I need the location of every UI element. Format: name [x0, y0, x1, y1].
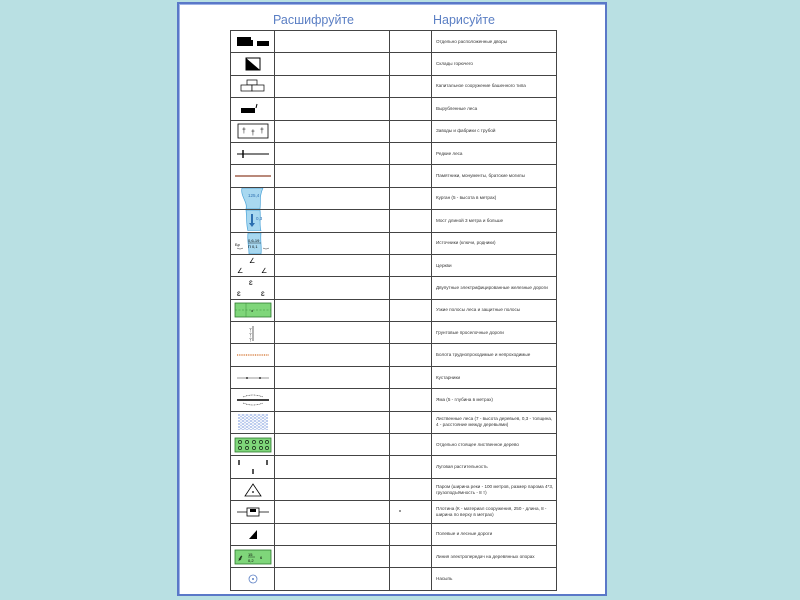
grass-marks-icon: [231, 255, 274, 276]
description-cell: Отдельно расположенные дворы: [432, 31, 557, 53]
symbol-cell: [231, 187, 275, 209]
river-ford-icon: [231, 233, 274, 254]
svg-text:⸙: ⸙: [236, 552, 244, 563]
description-cell: Луговая растительность: [432, 456, 557, 478]
tower-building-icon: [231, 78, 274, 94]
draw-answer-cell[interactable]: [390, 277, 432, 299]
bars-icon: [231, 457, 274, 478]
svg-text:15: 15: [247, 551, 252, 557]
river-label: 125,4: [247, 192, 259, 198]
embankment-icon: [231, 392, 274, 408]
description-cell: Полевые и лесные дороги: [432, 523, 557, 545]
river-arrow-icon: [231, 210, 274, 231]
symbol-cell: [231, 98, 275, 120]
description-cell: Узкие полосы леса и защитные полосы: [432, 299, 557, 321]
draw-answer-cell[interactable]: [390, 142, 432, 164]
draw-answer-cell[interactable]: [390, 232, 432, 254]
table-row: [231, 210, 557, 232]
symbol-cell: [231, 120, 275, 142]
decode-answer-cell[interactable]: [275, 210, 390, 232]
draw-answer-cell[interactable]: [390, 434, 432, 456]
header-draw: Нарисуйте: [433, 13, 495, 27]
symbol-cell: [231, 165, 275, 187]
table-row: [231, 120, 557, 142]
decode-answer-cell[interactable]: [275, 53, 390, 75]
garden-icon: [231, 436, 274, 454]
draw-answer-cell[interactable]: [390, 31, 432, 53]
description-cell: Редкие леса: [432, 142, 557, 164]
decode-answer-cell[interactable]: [275, 232, 390, 254]
draw-answer-cell[interactable]: [390, 98, 432, 120]
svg-text:П 0,1: П 0,1: [247, 243, 258, 249]
decode-answer-cell[interactable]: [275, 411, 390, 433]
table-row: [231, 31, 557, 53]
decode-answer-cell[interactable]: [275, 344, 390, 366]
description-cell: Мост длиной 3 метра и больше: [432, 210, 557, 232]
detached-yards-icon: [231, 34, 274, 50]
decode-answer-cell[interactable]: [275, 523, 390, 545]
svg-text:∠: ∠: [260, 268, 267, 276]
description-cell: Паром (ширина реки - 100 метров, размер парома 4*3, грузоподъёмность - 8 т): [432, 478, 557, 500]
draw-answer-cell[interactable]: [390, 344, 432, 366]
decode-answer-cell[interactable]: [275, 299, 390, 321]
symbol-cell: [231, 478, 275, 500]
description-cell: Отдельно стоящее лиственное дерево: [432, 434, 557, 456]
draw-answer-cell[interactable]: [390, 299, 432, 321]
description-cell: Болота труднопроходимые и непроходимые: [432, 344, 557, 366]
symbol-cell: [231, 75, 275, 97]
svg-text:∠: ∠: [236, 268, 243, 276]
sparse-forest-icon: [231, 148, 274, 160]
symbol-cell: [231, 568, 275, 590]
symbol-cell: [231, 277, 275, 299]
table-row: [231, 75, 557, 97]
table-row: [231, 165, 557, 187]
draw-answer-cell[interactable]: [390, 389, 432, 411]
table-row: [231, 277, 557, 299]
symbol-cell: [231, 456, 275, 478]
table-row: [231, 98, 557, 120]
decode-answer-cell[interactable]: [275, 165, 390, 187]
description-cell: Плотина (К - материал сооружения, 250 - длина, 8 - ширина по верху в метрах): [432, 501, 557, 523]
symbol-cell: [231, 523, 275, 545]
decode-answer-cell[interactable]: [275, 277, 390, 299]
table-row: [231, 254, 557, 276]
svg-text:†: †: [241, 128, 246, 136]
decode-answer-cell[interactable]: [275, 254, 390, 276]
svg-text:0,6-19: 0,6-19: [247, 237, 259, 243]
symbol-cell: [231, 322, 275, 344]
description-cell: Кустарники: [432, 366, 557, 388]
description-cell: Источники (ключи, родники): [432, 232, 557, 254]
decode-answer-cell[interactable]: [275, 501, 390, 523]
draw-answer-cell[interactable]: [390, 568, 432, 590]
svg-text:ɛ: ɛ: [236, 289, 241, 299]
draw-answer-cell[interactable]: [390, 165, 432, 187]
symbol-cell: [231, 299, 275, 321]
well-icon: [231, 573, 274, 585]
decode-answer-cell[interactable]: [275, 98, 390, 120]
description-cell: Лиственные леса (7 - высота деревьев, 0,3 - толщина, 4 - расстояние между деревьями): [432, 411, 557, 433]
svg-text:0,3: 0,3: [255, 216, 262, 222]
draw-answer-cell[interactable]: [390, 53, 432, 75]
burnt-area-icon: [231, 56, 274, 72]
symbol-cell: [231, 389, 275, 411]
decode-answer-cell[interactable]: [275, 389, 390, 411]
dam-icon: [231, 506, 274, 518]
svg-text:ɛ: ɛ: [248, 278, 253, 288]
decode-answer-cell[interactable]: [275, 322, 390, 344]
table-row: [231, 545, 557, 567]
symbol-cell: [231, 501, 275, 523]
table-row: [231, 232, 557, 254]
decode-answer-cell[interactable]: [275, 434, 390, 456]
symbol-cell: [231, 545, 275, 567]
draw-answer-cell[interactable]: [390, 254, 432, 276]
table-row: [231, 187, 557, 209]
svg-text:0,2: 0,2: [247, 557, 254, 563]
table-row: [231, 299, 557, 321]
marsh-pattern-icon: [231, 412, 274, 432]
description-cell: Склады горючего: [432, 53, 557, 75]
draw-answer-cell[interactable]: [390, 411, 432, 433]
svg-text:6: 6: [259, 554, 262, 560]
svg-text:з: з: [250, 308, 253, 314]
triangle-point-icon: [231, 482, 274, 498]
description-cell: Линия электропередач на деревянных опорах: [432, 545, 557, 567]
meadow-marks-icon: [231, 277, 274, 298]
table-row: [231, 344, 557, 366]
tree-mark-icon: [231, 527, 274, 541]
conifer-icon: [231, 324, 274, 342]
draw-answer-cell[interactable]: [390, 366, 432, 388]
description-cell: Двупутные электрифицированные железные дороги: [432, 277, 557, 299]
green-strip-icon: [231, 301, 274, 319]
decode-answer-cell[interactable]: [275, 142, 390, 164]
svg-text:ɛ: ɛ: [260, 289, 265, 299]
draw-answer-cell[interactable]: [390, 501, 432, 523]
decode-answer-cell[interactable]: [275, 456, 390, 478]
draw-answer-cell[interactable]: [390, 322, 432, 344]
cut-forest-icon: [231, 101, 274, 117]
svg-text:ᛉ: ᛉ: [248, 327, 252, 334]
decode-answer-cell[interactable]: [275, 187, 390, 209]
table-row: [231, 434, 557, 456]
worksheet: [177, 2, 607, 596]
svg-text:Бр: Бр: [234, 241, 240, 247]
header-decode: Расшифруйте: [273, 13, 354, 27]
table-row: [231, 389, 557, 411]
description-cell: Курган (5 - высота в метрах): [432, 187, 557, 209]
symbol-cell: [231, 53, 275, 75]
table-row: [231, 478, 557, 500]
decode-answer-cell[interactable]: [275, 478, 390, 500]
table-row: [231, 501, 557, 523]
draw-answer-cell[interactable]: [390, 210, 432, 232]
description-cell: Капитальное сооружение башенного типа: [432, 75, 557, 97]
draw-answer-cell[interactable]: [390, 456, 432, 478]
dotted-line-icon: [231, 351, 274, 359]
forest-char-icon: [231, 548, 274, 566]
description-cell: Яма (5 - глубина в метрах): [432, 389, 557, 411]
description-cell: Насыпь: [432, 568, 557, 590]
description-cell: Вырубленные леса: [432, 98, 557, 120]
table-row: [231, 142, 557, 164]
table-row: [231, 523, 557, 545]
fence-line-icon: [231, 374, 274, 382]
description-cell: Заводы и фабрики с трубой: [432, 120, 557, 142]
draw-answer-cell[interactable]: [390, 120, 432, 142]
decode-answer-cell[interactable]: [275, 366, 390, 388]
decode-answer-cell[interactable]: [275, 120, 390, 142]
symbol-cell: [231, 434, 275, 456]
table-row: [231, 456, 557, 478]
draw-answer-cell[interactable]: [390, 545, 432, 567]
symbol-cell: [231, 411, 275, 433]
draw-answer-cell[interactable]: [390, 187, 432, 209]
factory-chimney-icon: [231, 122, 274, 140]
description-cell: Грунтовые проселочные дороги: [432, 322, 557, 344]
decode-answer-cell[interactable]: [275, 31, 390, 53]
table-row: [231, 366, 557, 388]
symbol-cell: [231, 142, 275, 164]
symbol-cell: [231, 366, 275, 388]
decode-answer-cell[interactable]: [275, 75, 390, 97]
river-top-icon: [231, 188, 274, 209]
svg-text:†: †: [250, 130, 255, 138]
description-cell: Памятники, монументы, братские могилы: [432, 165, 557, 187]
decode-answer-cell[interactable]: [275, 545, 390, 567]
symbol-cell: [231, 31, 275, 53]
description-cell: Церкви: [432, 254, 557, 276]
table-row: [231, 568, 557, 590]
draw-answer-cell[interactable]: [390, 478, 432, 500]
symbol-cell: [231, 210, 275, 232]
svg-text:†: †: [259, 128, 264, 136]
draw-answer-cell[interactable]: [390, 523, 432, 545]
pencil-dot: [399, 510, 401, 512]
symbol-cell: [231, 344, 275, 366]
decode-answer-cell[interactable]: [275, 568, 390, 590]
draw-answer-cell[interactable]: [390, 75, 432, 97]
table-row: [231, 411, 557, 433]
svg-text:ᛉ: ᛉ: [248, 332, 252, 339]
legend-table: [230, 30, 557, 591]
table-row: [231, 53, 557, 75]
svg-text:∠: ∠: [248, 258, 255, 266]
symbol-cell: [231, 254, 275, 276]
svg-text:ᛉ: ᛉ: [248, 337, 252, 342]
symbol-cell: [231, 232, 275, 254]
monument-line-icon: [231, 172, 274, 180]
table-row: [231, 322, 557, 344]
